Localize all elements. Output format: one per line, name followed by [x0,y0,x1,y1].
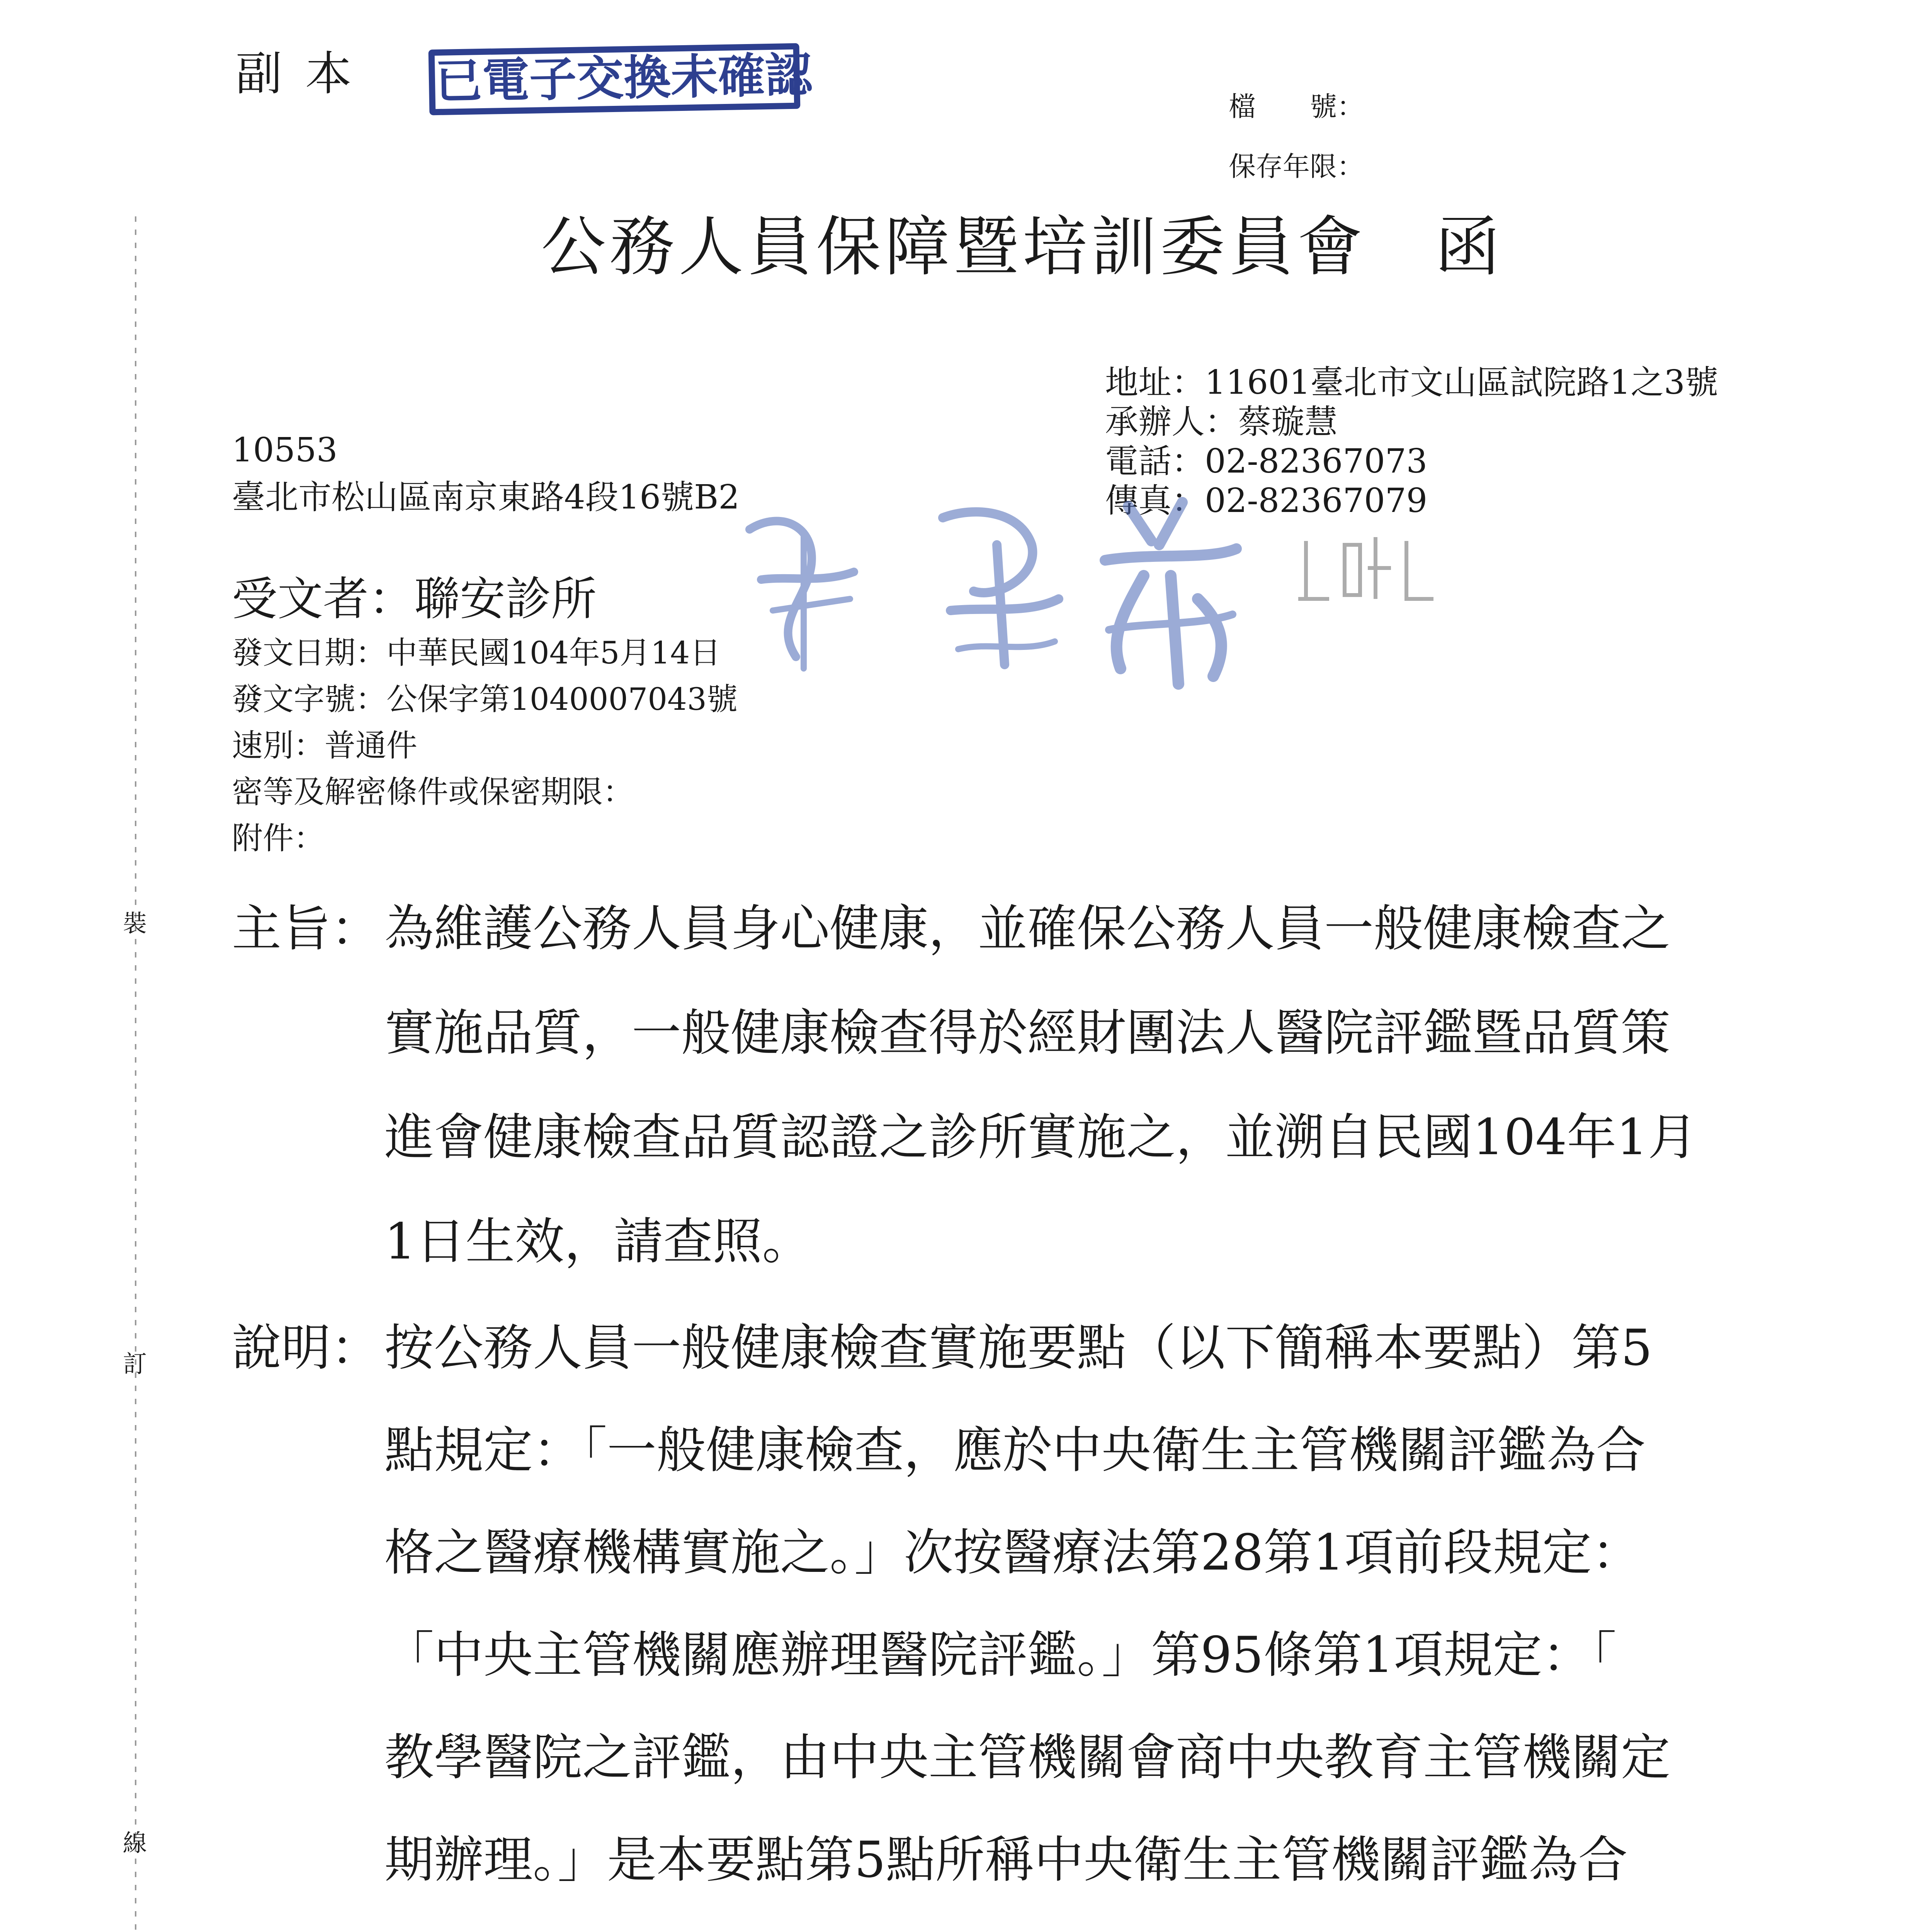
sender-phone: 電話：02-82367073 [1105,442,1428,481]
delivery-speed: 速別：普通件 [232,728,417,764]
file-number-label: 檔 號： [1229,91,1364,122]
document-title: 公務人員保障暨培訓委員會 函 [541,209,1504,285]
explanation-line [384,1922,1670,1932]
explanation-line: 期辦理。」是本要點第5點所稱中央衛生主管機關評鑑為合 [384,1831,1628,1889]
subject-line: 1日生效，請查照。 [384,1213,812,1270]
exchange-stamp: 已電子交換未確認 [428,43,801,116]
issue-date: 發文日期：中華民國104年5月14日 [232,635,721,671]
sender-fax: 傳真：02-82367079 [1105,481,1428,520]
secrecy-level: 密等及解密條件或保密期限： [232,774,634,810]
explanation-line: 教學醫院之評鑑，由中央主管機關會商中央教育主管機關定 [384,1729,1671,1786]
retention-label: 保存年限： [1229,151,1364,182]
explanation-line: 「中央主管機關應辦理醫院評鑑。」第95條第1項規定：「 [384,1626,1617,1684]
explanation-line: 按公務人員一般健康檢查實施要點（以下簡稱本要點）第5 [384,1319,1653,1377]
copy-label: 副本 [236,47,375,101]
attachment-label: 附件： [232,820,325,856]
recipient-address: 臺北市松山區南京東路4段16號B2 [232,478,740,517]
binding-mark-zhuang: 裝 [123,909,147,937]
binding-mark-ding: 訂 [123,1350,147,1378]
explanation-line: 點規定：「一般健康檢查，應於中央衛生主管機關評鑑為合 [384,1422,1646,1479]
binding-mark-xian: 線 [123,1829,147,1857]
receiver-line: 受文者：聯安診所 [232,572,597,626]
sender-address: 地址：11601臺北市文山區試院路1之3號 [1105,363,1719,402]
subject-line: 為維護公務人員身心健康，並確保公務人員一般健康檢查之 [384,900,1671,957]
subject-label: 主旨： [232,900,381,957]
recipient-postcode: 10553 [232,431,338,469]
binding-dotted-line [133,216,138,1932]
explanation-label: 說明： [232,1319,381,1377]
document-number: 發文字號：公保字第1040007043號 [232,681,738,717]
signature-seal [726,483,1445,699]
subject-line: 實施品質，一般健康檢查得於經財團法人醫院評鑑暨品質策 [384,1004,1671,1062]
sender-contact: 承辦人：蔡璇慧 [1105,403,1338,441]
explanation-line: 格之醫療機構實施之。」次按醫療法第28第1項前段規定： [384,1524,1641,1582]
subject-line: 進會健康檢查品質認證之診所實施之，並溯自民國104年1月 [384,1109,1697,1166]
